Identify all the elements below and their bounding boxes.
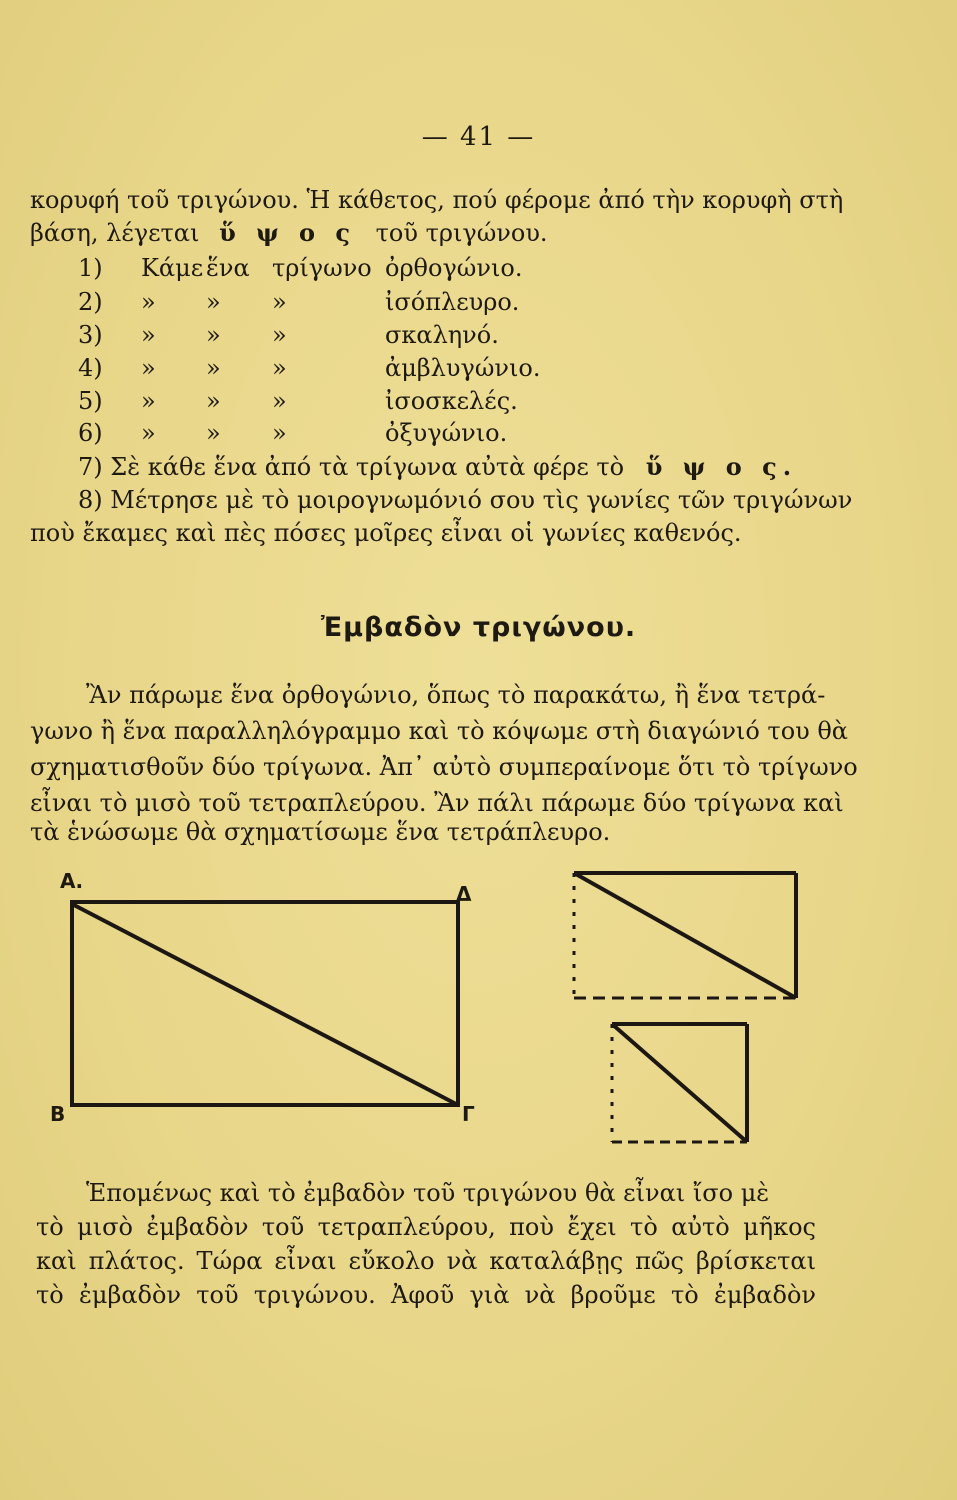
para2-line: Ἑπομένως καὶ τὸ ἐμβαδὸν τοῦ τριγώνου θὰ εἶναι ἴσο μὲ xyxy=(86,1179,770,1207)
exercise-number: 1) xyxy=(78,254,103,282)
exercise-number: 4) xyxy=(78,354,103,382)
exercise-word: τρίγωνο xyxy=(272,254,372,282)
exercise-shape: ἀμβλυγώνιο. xyxy=(385,354,541,382)
exercise-shape: ὀρθογώνιο. xyxy=(385,254,523,282)
vertex-label-d: Δ xyxy=(456,882,472,906)
ditto-mark: » xyxy=(272,387,287,415)
term-height: ὕ ψ ο ς xyxy=(219,218,356,247)
exercise-number: 5) xyxy=(78,387,103,415)
rectangle-diagonal xyxy=(72,904,458,1105)
ditto-mark: » xyxy=(206,354,221,382)
vertex-label-b: Β xyxy=(50,1102,66,1126)
ditto-mark: » xyxy=(272,321,287,349)
ditto-mark: » xyxy=(206,288,221,316)
page-number: — 41 — xyxy=(421,122,536,152)
para2-line: τὸ ἐμβαδὸν τοῦ τριγώνου. Ἀφοῦ γιὰ νὰ βροῦμε τὸ ἐμβαδὸν xyxy=(36,1281,816,1309)
intro-line-2-start: βάση, λέγεται xyxy=(30,219,200,247)
para1-line: σχηματισθοῦν δύο τρίγωνα. Ἀπ᾽ αὐτὸ συμπεραίνομε ὅτι τὸ τρίγωνο xyxy=(30,753,858,781)
para1-line: γωνο ἢ ἕνα παραλληλόγραμμο καὶ τὸ κόψωμε στὴ διαγώνιό του θὰ xyxy=(30,717,849,745)
vertex-label-a: Α. xyxy=(60,869,84,893)
vertex-label-g: Γ xyxy=(462,1102,475,1126)
exercise-shape: σκαληνό. xyxy=(385,321,499,349)
exercise-shape: ὀξυγώνιο. xyxy=(385,419,508,447)
intro-line-1: κορυφή τοῦ τριγώνου. Ἡ κάθετος, πού φέρομε ἀπό τὴν κορυφὴ στὴ xyxy=(30,186,844,214)
ditto-mark: » xyxy=(141,387,156,415)
section-heading: Ἐμβαδὸν τριγώνου. xyxy=(320,612,637,643)
triangle-1-hypotenuse xyxy=(574,873,796,998)
ditto-mark: » xyxy=(141,321,156,349)
ditto-mark: » xyxy=(206,387,221,415)
triangle-figure-2 xyxy=(612,1024,747,1142)
exercise-shape: ἰσοσκελές. xyxy=(385,387,518,415)
ditto-mark: » xyxy=(206,419,221,447)
exercise-number: 6) xyxy=(78,419,103,447)
exercise-number: 2) xyxy=(78,288,103,316)
rectangle-figure xyxy=(72,902,458,1105)
para1-line: Ἂν πάρωμε ἕνα ὀρθογώνιο, ὅπως τὸ παρακάτω, ἢ ἕνα τετρά- xyxy=(86,681,826,709)
exercise-shape: ἰσόπλευρο. xyxy=(385,288,520,316)
term-height: ὕ ψ ο ς. xyxy=(645,452,798,481)
ditto-mark: » xyxy=(272,288,287,316)
para1-line: εἶναι τὸ μισὸ τοῦ τετραπλεύρου. Ἂν πάλι πάρωμε δύο τρίγωνα καὶ xyxy=(30,789,844,817)
triangle-2-hypotenuse xyxy=(612,1024,747,1142)
para2-line: τὸ μισὸ ἐμβαδὸν τοῦ τετραπλεύρου, ποὺ ἔχει τὸ αὐτὸ μῆκος xyxy=(36,1213,816,1241)
ditto-mark: » xyxy=(141,419,156,447)
exercise-number: 3) xyxy=(78,321,103,349)
exercise-7-text: 7) Σὲ κάθε ἕνα ἀπό τὰ τρίγωνα αὐτὰ φέρε τὸ xyxy=(78,453,625,481)
ditto-mark: » xyxy=(206,321,221,349)
intro-line-2-end: τοῦ τριγώνου. xyxy=(375,219,548,247)
ditto-mark: » xyxy=(272,419,287,447)
para1-line: τὰ ἑνώσωμε θὰ σχηματίσωμε ἕνα τετράπλευρο. xyxy=(30,818,611,846)
ditto-mark: » xyxy=(141,354,156,382)
exercise-8-line-2: ποὺ ἔκαμες καὶ πὲς πόσες μοῖρες εἶναι οἱ γωνίες καθενός. xyxy=(30,519,742,547)
exercise-word: Κάμε xyxy=(141,254,204,282)
exercise-word: ἕνα xyxy=(206,254,250,282)
ditto-mark: » xyxy=(272,354,287,382)
ditto-mark: » xyxy=(141,288,156,316)
triangle-figure-1 xyxy=(574,873,796,998)
exercise-8-line-1: 8) Μέτρησε μὲ τὸ μοιρογνωμόνιό σου τὶς γωνίες τῶν τριγώνων xyxy=(78,486,853,514)
para2-line: καὶ πλάτος. Τώρα εἶναι εὔκολο νὰ καταλάβῃς πῶς βρίσκεται xyxy=(36,1247,816,1275)
